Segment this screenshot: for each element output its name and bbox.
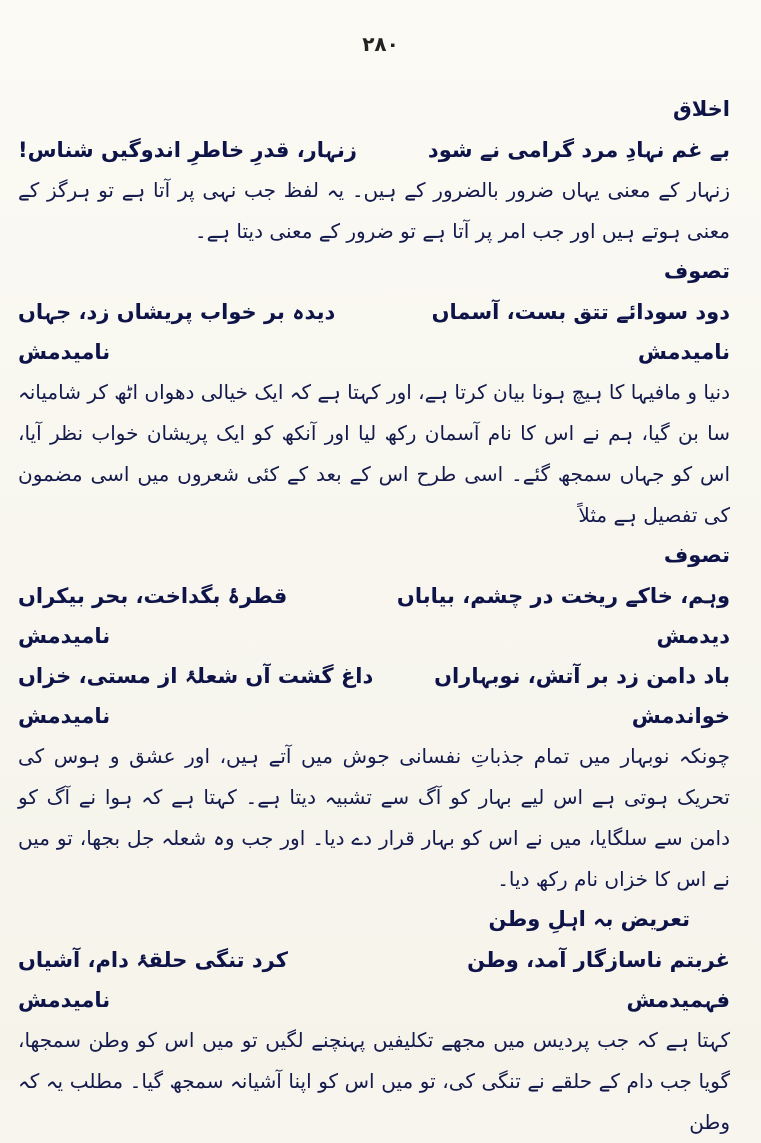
section-heading: تصوف: [663, 543, 730, 567]
section-heading: تعریض بہ اہلِ وطن: [488, 907, 690, 931]
verse-second-hemistich: زنہار، قدرِ خاطرِ اندوگیں شناس!: [18, 138, 357, 162]
section-akhlaq: [18, 92, 730, 252]
verse-first-hemistich: وہم، خاکے ریخت در چشم، بیاباں دیدمش: [396, 584, 730, 648]
section-tareez: [18, 902, 730, 1143]
verse-line: [18, 940, 730, 1020]
section-heading: تصوف: [663, 259, 730, 283]
verse-second-hemistich: کرد تنگی حلقۂ دام، آشیاں نامیدمش: [18, 948, 288, 1012]
verse-first-hemistich: غربتم ناسازگار آمد، وطن فہمیدمش: [467, 948, 730, 1012]
commentary-paragraph: چونکہ نوبہار میں تمام جذباتِ نفسانی جوش میں آتے ہیں، اور عشق و ہوس کی تحریک ہوتی ہے اس لیے بہار کو آگ سے تشبیہ دیتا ہے۔ کہتا ہے کہ ہوا نے آگ کو دامن سے سلگایا، میں نے اس کو بہار قرار دے دیا۔ اور جب وہ شعلہ جل بجھا، تو میں نے اس کا خزاں نام رکھ دیا۔: [18, 744, 730, 891]
verse-first-hemistich: دود سودائے تتق بست، آسماں نامیدمش: [431, 300, 730, 364]
verse-line: [18, 576, 730, 656]
commentary-paragraph: زنہار کے معنی یہاں ضرور بالضرور کے ہیں۔ یہ لفظ جب نہی پر آتا ہے تو ہرگز کے معنی ہوتے ہیں اور جب امر پر آتا ہے تو ضرور کے معنی دیتا ہے۔: [18, 178, 730, 243]
section-tasawwuf-2: [18, 538, 730, 900]
verse-second-hemistich: دیدہ بر خواب پریشاں زد، جہاں نامیدمش: [18, 300, 336, 364]
verse-line: [18, 656, 730, 736]
verse-first-hemistich: باد دامن زد بر آتش، نوبہاراں خواندمش: [434, 664, 730, 728]
section-heading: اخلاق: [672, 97, 730, 121]
page-body: [18, 90, 730, 1143]
page-number: ۲۸۰: [362, 32, 399, 56]
commentary-paragraph: کہتا ہے کہ جب پردیس میں مجھے تکلیفیں پہنچنے لگیں تو میں اس کو وطن سمجھا، گویا جب دام کے حلقے نے تنگی کی، تو میں اس کو اپنا آشیانہ سمجھ گیا۔ مطلب یہ کہ وطن: [18, 1028, 730, 1134]
verse-first-hemistich: بے غم نہادِ مرد گرامی نے شود: [427, 138, 730, 162]
verse-second-hemistich: داغ گشت آں شعلۂ از مستی، خزاں نامیدمش: [18, 664, 374, 728]
verse-second-hemistich: قطرۂ بگداخت، بحر بیکراں نامیدمش: [18, 584, 288, 648]
verse-line: [18, 292, 730, 372]
verse-line: [18, 130, 730, 170]
commentary-paragraph: دنیا و مافیہا کا ہیچ ہونا بیان کرتا ہے، اور کہتا ہے کہ ایک خیالی دھواں اٹھ کر شامیانہ سا بن گیا، ہم نے اس کا نام آسمان رکھ لیا اور آنکھ کو ایک پریشان خواب نظر آیا، اس کو جہاں سمجھ گئے۔ اسی طرح اس کے بعد کے کئی شعروں میں اسی مضمون کی تفصیل ہے مثلاً: [18, 380, 731, 527]
section-tasawwuf-1: [18, 254, 730, 536]
